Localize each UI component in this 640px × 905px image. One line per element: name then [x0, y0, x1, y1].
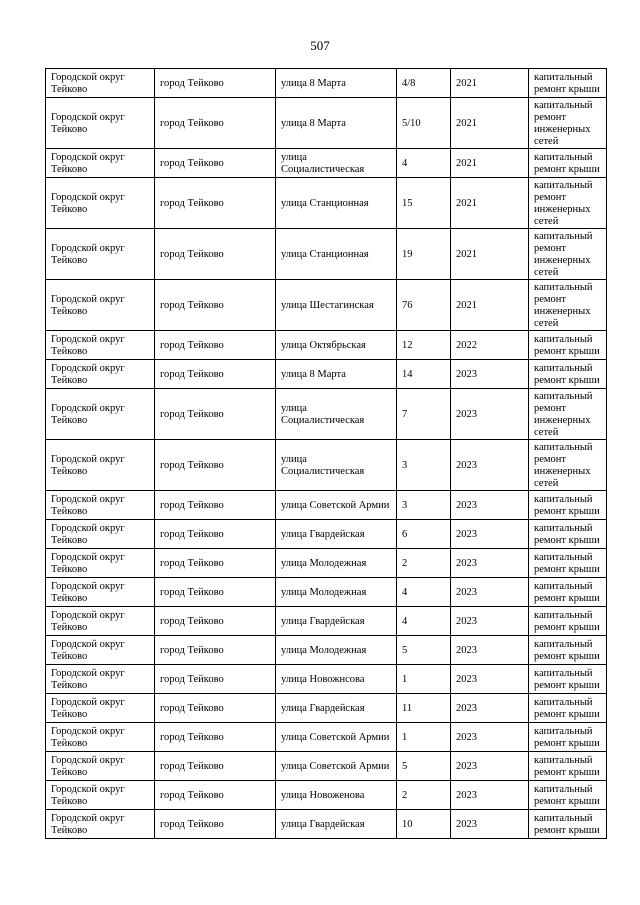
work-type-cell: капитальный ремонт крыши: [529, 360, 607, 389]
city-cell: город Тейково: [155, 636, 276, 665]
city-cell: город Тейково: [155, 280, 276, 331]
year-cell: 2023: [451, 440, 529, 491]
street-cell: улица Гвардейская: [276, 520, 397, 549]
table-row: [46, 752, 607, 781]
table-row: [46, 149, 607, 178]
work-type-cell: капитальный ремонт крыши: [529, 491, 607, 520]
house-number-cell: 10: [397, 810, 451, 839]
table-row: [46, 520, 607, 549]
work-type-cell: капитальный ремонт крыши: [529, 665, 607, 694]
work-type-cell: капитальный ремонт инженерных сетей: [529, 98, 607, 149]
work-type-cell: капитальный ремонт крыши: [529, 607, 607, 636]
district-cell: Городской округ Тейково: [46, 636, 155, 665]
district-cell: Городской округ Тейково: [46, 752, 155, 781]
district-cell: Городской округ Тейково: [46, 280, 155, 331]
year-cell: 2021: [451, 178, 529, 229]
table-row: [46, 389, 607, 440]
house-number-cell: 5: [397, 636, 451, 665]
house-number-cell: 4: [397, 607, 451, 636]
district-cell: Городской округ Тейково: [46, 389, 155, 440]
year-cell: 2023: [451, 578, 529, 607]
street-cell: улица Октябрьская: [276, 331, 397, 360]
street-cell: улица Гвардейская: [276, 607, 397, 636]
house-number-cell: 4: [397, 578, 451, 607]
street-cell: улица Молодежная: [276, 578, 397, 607]
city-cell: город Тейково: [155, 491, 276, 520]
city-cell: город Тейково: [155, 694, 276, 723]
table-row: [46, 331, 607, 360]
district-cell: Городской округ Тейково: [46, 331, 155, 360]
table-row: [46, 781, 607, 810]
city-cell: город Тейково: [155, 723, 276, 752]
work-type-cell: капитальный ремонт крыши: [529, 578, 607, 607]
work-type-cell: капитальный ремонт инженерных сетей: [529, 229, 607, 280]
year-cell: 2023: [451, 389, 529, 440]
year-cell: 2022: [451, 331, 529, 360]
year-cell: 2023: [451, 491, 529, 520]
house-number-cell: 12: [397, 331, 451, 360]
house-number-cell: 15: [397, 178, 451, 229]
repair-schedule-table: [45, 68, 607, 839]
street-cell: улица Советской Армии: [276, 723, 397, 752]
table-row: [46, 549, 607, 578]
year-cell: 2023: [451, 360, 529, 389]
table-row: [46, 69, 607, 98]
table-row: [46, 694, 607, 723]
district-cell: Городской округ Тейково: [46, 178, 155, 229]
city-cell: город Тейково: [155, 98, 276, 149]
street-cell: улица Шестагинская: [276, 280, 397, 331]
street-cell: улица Социалистическая: [276, 149, 397, 178]
street-cell: улица Советской Армии: [276, 491, 397, 520]
work-type-cell: капитальный ремонт инженерных сетей: [529, 280, 607, 331]
work-type-cell: капитальный ремонт крыши: [529, 781, 607, 810]
district-cell: Городской округ Тейково: [46, 723, 155, 752]
year-cell: 2023: [451, 636, 529, 665]
house-number-cell: 1: [397, 723, 451, 752]
year-cell: 2021: [451, 149, 529, 178]
work-type-cell: капитальный ремонт инженерных сетей: [529, 389, 607, 440]
district-cell: Городской округ Тейково: [46, 694, 155, 723]
work-type-cell: капитальный ремонт крыши: [529, 636, 607, 665]
street-cell: улица Новожнсова: [276, 665, 397, 694]
table-row: [46, 607, 607, 636]
city-cell: город Тейково: [155, 665, 276, 694]
city-cell: город Тейково: [155, 331, 276, 360]
table-row: [46, 98, 607, 149]
street-cell: улица Социалистическая: [276, 440, 397, 491]
house-number-cell: 1: [397, 665, 451, 694]
city-cell: город Тейково: [155, 781, 276, 810]
house-number-cell: 5: [397, 752, 451, 781]
city-cell: город Тейково: [155, 549, 276, 578]
district-cell: Городской округ Тейково: [46, 810, 155, 839]
district-cell: Городской округ Тейково: [46, 607, 155, 636]
district-cell: Городской округ Тейково: [46, 578, 155, 607]
house-number-cell: 3: [397, 440, 451, 491]
page-number: 507: [310, 38, 330, 53]
district-cell: Городской округ Тейково: [46, 491, 155, 520]
city-cell: город Тейково: [155, 178, 276, 229]
district-cell: Городской округ Тейково: [46, 781, 155, 810]
year-cell: 2023: [451, 694, 529, 723]
city-cell: город Тейково: [155, 229, 276, 280]
house-number-cell: 5/10: [397, 98, 451, 149]
city-cell: город Тейково: [155, 360, 276, 389]
table-row: [46, 810, 607, 839]
table-row: [46, 636, 607, 665]
city-cell: город Тейково: [155, 752, 276, 781]
district-cell: Городской округ Тейково: [46, 69, 155, 98]
house-number-cell: 14: [397, 360, 451, 389]
table-row: [46, 440, 607, 491]
street-cell: улица Молодежная: [276, 549, 397, 578]
year-cell: 2023: [451, 752, 529, 781]
street-cell: улица Станционная: [276, 178, 397, 229]
year-cell: 2023: [451, 781, 529, 810]
city-cell: город Тейково: [155, 578, 276, 607]
street-cell: улица Новоженова: [276, 781, 397, 810]
district-cell: Городской округ Тейково: [46, 229, 155, 280]
street-cell: улица Гвардейская: [276, 810, 397, 839]
year-cell: 2023: [451, 665, 529, 694]
district-cell: Городской округ Тейково: [46, 520, 155, 549]
year-cell: 2023: [451, 810, 529, 839]
house-number-cell: 4: [397, 149, 451, 178]
year-cell: 2023: [451, 549, 529, 578]
house-number-cell: 4/8: [397, 69, 451, 98]
street-cell: улица Молодежная: [276, 636, 397, 665]
house-number-cell: 19: [397, 229, 451, 280]
house-number-cell: 11: [397, 694, 451, 723]
city-cell: город Тейково: [155, 440, 276, 491]
city-cell: город Тейково: [155, 607, 276, 636]
work-type-cell: капитальный ремонт крыши: [529, 69, 607, 98]
table-row: [46, 723, 607, 752]
street-cell: улица Советской Армии: [276, 752, 397, 781]
house-number-cell: 7: [397, 389, 451, 440]
street-cell: улица 8 Марта: [276, 69, 397, 98]
work-type-cell: капитальный ремонт крыши: [529, 694, 607, 723]
city-cell: город Тейково: [155, 810, 276, 839]
year-cell: 2023: [451, 607, 529, 636]
street-cell: улица Социалистическая: [276, 389, 397, 440]
city-cell: город Тейково: [155, 389, 276, 440]
street-cell: улица Станционная: [276, 229, 397, 280]
table-row: [46, 360, 607, 389]
street-cell: улица 8 Марта: [276, 360, 397, 389]
city-cell: город Тейково: [155, 520, 276, 549]
house-number-cell: 3: [397, 491, 451, 520]
district-cell: Городской округ Тейково: [46, 98, 155, 149]
work-type-cell: капитальный ремонт крыши: [529, 723, 607, 752]
work-type-cell: капитальный ремонт крыши: [529, 549, 607, 578]
work-type-cell: капитальный ремонт инженерных сетей: [529, 440, 607, 491]
house-number-cell: 6: [397, 520, 451, 549]
district-cell: Городской округ Тейково: [46, 149, 155, 178]
work-type-cell: капитальный ремонт крыши: [529, 331, 607, 360]
house-number-cell: 76: [397, 280, 451, 331]
street-cell: улица Гвардейская: [276, 694, 397, 723]
year-cell: 2021: [451, 280, 529, 331]
table-row: [46, 578, 607, 607]
work-type-cell: капитальный ремонт крыши: [529, 149, 607, 178]
work-type-cell: капитальный ремонт крыши: [529, 520, 607, 549]
table-row: [46, 280, 607, 331]
district-cell: Городской округ Тейково: [46, 360, 155, 389]
year-cell: 2023: [451, 520, 529, 549]
year-cell: 2021: [451, 98, 529, 149]
city-cell: город Тейково: [155, 149, 276, 178]
table-row: [46, 491, 607, 520]
year-cell: 2023: [451, 723, 529, 752]
district-cell: Городской округ Тейково: [46, 665, 155, 694]
table-row: [46, 229, 607, 280]
city-cell: город Тейково: [155, 69, 276, 98]
year-cell: 2021: [451, 69, 529, 98]
district-cell: Городской округ Тейково: [46, 549, 155, 578]
table-row: [46, 665, 607, 694]
house-number-cell: 2: [397, 781, 451, 810]
house-number-cell: 2: [397, 549, 451, 578]
year-cell: 2021: [451, 229, 529, 280]
work-type-cell: капитальный ремонт крыши: [529, 752, 607, 781]
district-cell: Городской округ Тейково: [46, 440, 155, 491]
street-cell: улица 8 Марта: [276, 98, 397, 149]
table-row: [46, 178, 607, 229]
work-type-cell: капитальный ремонт крыши: [529, 810, 607, 839]
work-type-cell: капитальный ремонт инженерных сетей: [529, 178, 607, 229]
